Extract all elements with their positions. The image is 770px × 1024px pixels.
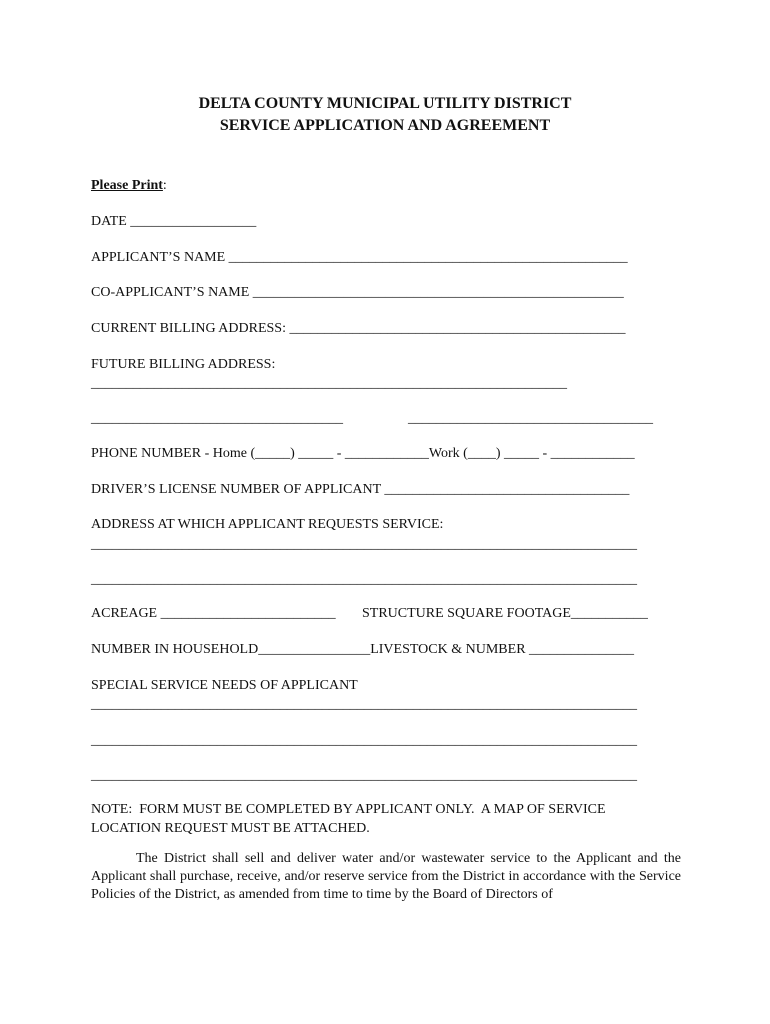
future-billing-line-2b[interactable]: ___________________________________ xyxy=(408,411,653,426)
date-field[interactable]: DATE __________________ xyxy=(91,214,257,229)
service-address-line-2[interactable]: ______________________________________________________________________________ xyxy=(91,572,637,587)
drivers-license-field[interactable]: DRIVER’S LICENSE NUMBER OF APPLICANT ___________________________________ xyxy=(91,482,630,497)
co-applicant-name-field[interactable]: CO-APPLICANT’S NAME _____________________________________________________ xyxy=(91,285,624,300)
future-billing-line-2a[interactable]: ____________________________________ xyxy=(91,411,343,426)
future-billing-line-1[interactable]: ____________________________________________________________________ xyxy=(91,376,567,391)
future-billing-address-label: FUTURE BILLING ADDRESS: xyxy=(91,357,276,372)
note-line-1: NOTE: FORM MUST BE COMPLETED BY APPLICANT ONLY. A MAP OF SERVICE xyxy=(91,802,606,817)
special-needs-line-3[interactable]: ______________________________________________________________________________ xyxy=(91,768,637,783)
household-livestock-field[interactable]: NUMBER IN HOUSEHOLD________________LIVESTOCK & NUMBER _______________ xyxy=(91,642,635,657)
form-title-line1: DELTA COUNTY MUNICIPAL UTILITY DISTRICT xyxy=(198,95,572,112)
special-needs-label: SPECIAL SERVICE NEEDS OF APPLICANT xyxy=(91,678,358,693)
special-needs-line-1[interactable]: ______________________________________________________________________________ xyxy=(91,697,637,712)
applicant-name-field[interactable]: APPLICANT’S NAME _________________________________________________________ xyxy=(91,250,628,265)
phone-number-field[interactable]: PHONE NUMBER - Home (_____) _____ - ____________Work (____) _____ - ____________ xyxy=(91,446,635,461)
note-line-2: LOCATION REQUEST MUST BE ATTACHED. xyxy=(91,821,370,836)
form-title-line2: SERVICE APPLICATION AND AGREEMENT xyxy=(219,117,551,134)
please-print-colon: : xyxy=(162,178,167,193)
service-address-label: ADDRESS AT WHICH APPLICANT REQUESTS SERVICE: xyxy=(91,517,444,532)
please-print-instruction xyxy=(91,178,167,194)
current-billing-address-field[interactable]: CURRENT BILLING ADDRESS: ________________________________________________ xyxy=(91,321,626,336)
acreage-field[interactable]: ACREAGE _________________________ xyxy=(91,606,336,621)
service-address-line-1[interactable]: ______________________________________________________________________________ xyxy=(91,537,637,552)
special-needs-line-2[interactable]: ______________________________________________________________________________ xyxy=(91,733,637,748)
square-footage-field[interactable]: STRUCTURE SQUARE FOOTAGE___________ xyxy=(362,606,648,621)
service-agreement-paragraph: The District shall sell and deliver water and/or wastewater service to the Applicant and the Applicant shall purchase, receive, and/or reserve service from the District in accordance with the Service Policies of the District, as amended from time to time by the Board of Directors of xyxy=(91,851,681,902)
please-print-label: Please Print xyxy=(91,178,163,193)
